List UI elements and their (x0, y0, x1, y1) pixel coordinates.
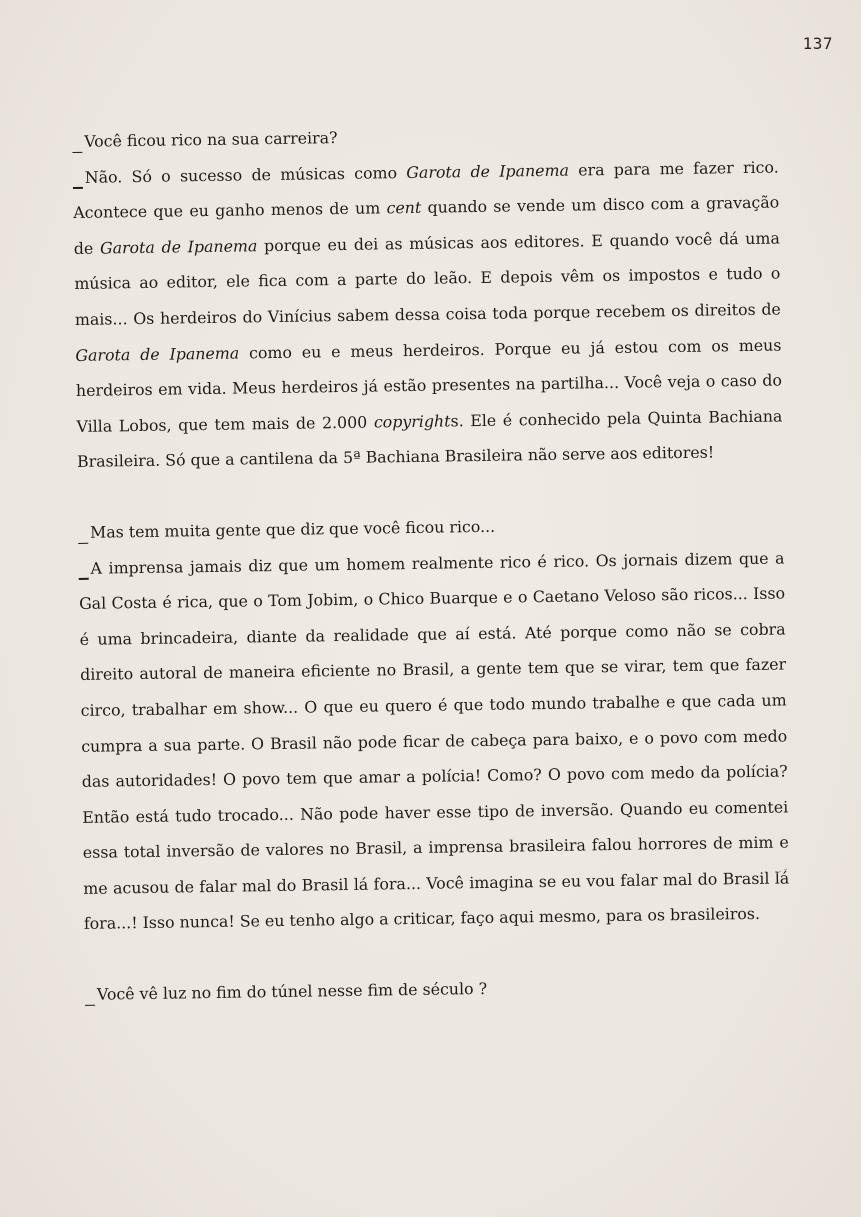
text-segment: Você ficou rico na sua carreira? (84, 128, 338, 151)
page-number: 137 (802, 34, 833, 53)
dialogue-dash (78, 537, 90, 538)
dialogue-dash (72, 146, 84, 147)
italic-text: copyright (373, 411, 451, 432)
dialogue-dash (73, 181, 85, 182)
answer-paragraph (78, 540, 790, 942)
text-segment: como eu e meus herdeiros. Porque eu já estou com os meus herdeiros em vida. Meus herdeiros já estão presentes na partilha... Você veja o caso do Villa Lobos, que tem mais de 2.000 (75, 335, 783, 436)
text-segment: A imprensa jamais diz que um homem realmente rico é rico. Os jornais dizem que a Gal Costa é rica, que o Tom Jobim, o Chico Buarque e o Caetano Veloso são ricos... Isso é uma brincadeira, diante da realidade que aí está. Até porque como não se cobra direito autoral de maneira eficiente no Brasil, a gente tem que se virar, tem que fazer circo, trabalhar em show... O que eu quero é que todo mundo trabalhe e que cada um cumpra a sua parte. O Brasil não pode ficar de cabeça para baixo, e o povo com medo das autoridades! O povo tem que amar a polícia! Como? O povo com medo da polícia? Então está tudo trocado... Não pode haver esse tipo de inversão. Quando eu comentei essa total inversão de valores no Brasil, a imprensa brasileira falou horrores de mim e me acusou de falar mal do Brasil lá fora... Você imagina se eu vou falar mal do Brasil lá fora...! Isso nunca! Se eu tenho algo a criticar, faço aqui mesmo, para os brasileiros. (78, 548, 790, 934)
text-segment: Você vê luz no fim do túnel nesse fim de século ? (96, 979, 488, 1004)
paper-speck-mark (775, 868, 789, 876)
italic-text: Garota de Ipanema (75, 343, 240, 365)
interview-text (72, 114, 791, 1013)
dialogue-dash (85, 999, 97, 1000)
question-paragraph (85, 966, 791, 1012)
text-segment: s. Ele é conhecido pela Quinta Bachiana Brasileira. Só que a cantilena da 5ª Bachiana Brasileira não serve aos editores! (76, 406, 783, 472)
text-segment: era para me fazer rico. Acontece que eu ganho menos de um (73, 157, 779, 223)
answer-paragraph (73, 149, 784, 480)
italic-text: Garota de Ipanema (99, 236, 258, 258)
italic-text: Garota de Ipanema (406, 160, 570, 182)
text-segment: Mas tem muita gente que diz que você ficou rico... (89, 516, 496, 542)
dialogue-dash (79, 572, 91, 573)
text-segment: Não. Só o sucesso de músicas como (84, 162, 407, 187)
text-segment: quando se vende um disco com a gravação de (73, 192, 780, 258)
text-segment: porque eu dei as músicas aos editores. E quando você dá uma música ao editor, ele fica com a parte do leão. E depois vêm os impostos e tudo o mais... Os herdeiros do Vinícius sabem dessa coisa toda porque recebem os direitos de (74, 228, 781, 329)
italic-text: cent (386, 198, 422, 218)
